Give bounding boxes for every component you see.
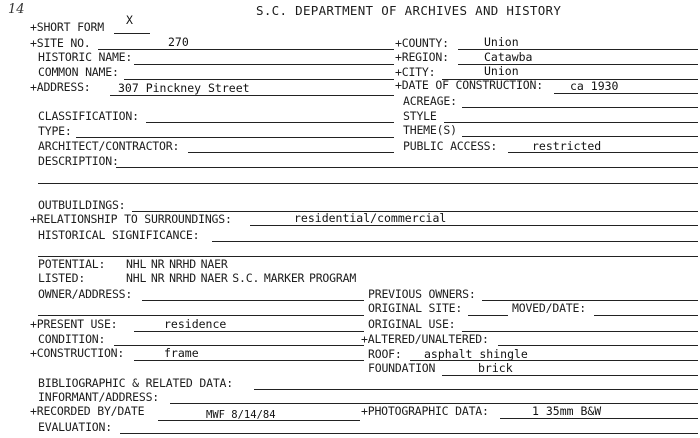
region-label: +REGION: (395, 50, 449, 64)
historical-significance-label: HISTORICAL SIGNIFICANCE: (38, 228, 200, 242)
photographic-value: 1 35mm B&W (532, 404, 602, 418)
address-label: +ADDRESS: (30, 80, 91, 94)
classification-label: CLASSIFICATION: (38, 109, 139, 123)
public-access-line (508, 152, 698, 153)
themes-line (462, 136, 698, 137)
evaluation-line (120, 433, 698, 434)
original-use-label: ORIGINAL USE: (368, 317, 456, 331)
roof-label: ROOF: (368, 347, 402, 361)
moved-date-label: MOVED/DATE: (512, 301, 586, 315)
date-construction-line (554, 93, 698, 94)
roof-line (410, 360, 698, 361)
city-label: +CITY: (395, 65, 436, 79)
owner-address-line-2 (38, 315, 364, 316)
informant-label: INFORMANT/ADDRESS: (38, 390, 160, 404)
altered-line (498, 345, 698, 346)
public-access-value: restricted (532, 139, 602, 153)
photographic-label: +PHOTOGRAPHIC DATA: (361, 404, 489, 418)
short-form-label: +SHORT FORM (30, 20, 104, 34)
form-title: S.C. DEPARTMENT OF ARCHIVES AND HISTORY (256, 3, 562, 18)
recorded-by-label: +RECORDED BY/DATE (30, 404, 145, 418)
previous-owners-label: PREVIOUS OWNERS: (368, 287, 476, 301)
county-label: +COUNTY: (395, 36, 449, 50)
type-label: TYPE: (38, 124, 72, 138)
potential-options: NHL NR NRHD NAER (126, 257, 228, 271)
construction-label: +CONSTRUCTION: (30, 346, 125, 360)
evaluation-label: EVALUATION: (38, 420, 112, 434)
type-line (76, 137, 394, 138)
common-name-line (124, 79, 394, 80)
photographic-line (500, 418, 698, 419)
condition-label: CONDITION: (38, 332, 106, 346)
recorded-by-line (158, 420, 360, 421)
site-no-value: 270 (168, 35, 189, 49)
potential-label: POTENTIAL: (38, 257, 106, 271)
condition-line (114, 345, 364, 346)
architect-label: ARCHITECT/CONTRACTOR: (38, 139, 180, 153)
style-label: STYLE (403, 109, 437, 123)
construction-value: frame (164, 346, 199, 360)
historic-name-line (134, 64, 394, 65)
short-form-line (114, 33, 150, 34)
outbuildings-label: OUTBUILDINGS: (38, 198, 126, 212)
acreage-line (462, 107, 698, 108)
present-use-line (134, 331, 364, 332)
description-label: DESCRIPTION: (38, 154, 119, 168)
historical-significance-line (212, 241, 698, 242)
architect-line (188, 152, 394, 153)
bibliographic-line (254, 389, 698, 390)
date-construction-label: +DATE OF CONSTRUCTION: (395, 78, 543, 92)
altered-label: +ALTERED/UNALTERED: (361, 332, 489, 346)
address-value: 307 Pinckney Street (118, 81, 250, 95)
classification-line (146, 122, 394, 123)
short-form-value: X (126, 13, 133, 27)
present-use-label: +PRESENT USE: (30, 317, 118, 331)
recorded-by-value: MWF 8/14/84 (206, 409, 276, 421)
site-no-line (98, 49, 394, 50)
common-name-label: COMMON NAME: (38, 65, 119, 79)
original-use-line (462, 331, 698, 332)
public-access-label: PUBLIC ACCESS: (403, 139, 498, 153)
site-no-label: +SITE NO. (30, 36, 91, 50)
style-line (444, 122, 698, 123)
date-construction-value: ca 1930 (570, 79, 619, 93)
address-line (110, 95, 394, 96)
foundation-value: brick (478, 361, 513, 375)
foundation-line (442, 375, 698, 376)
page-number: 14 (8, 2, 25, 17)
owner-address-label: OWNER/ADDRESS: (38, 287, 133, 301)
city-value: Union (484, 64, 519, 78)
owner-address-line (142, 300, 364, 301)
themes-label: THEME(S) (403, 123, 457, 137)
relationship-value: residential/commercial (294, 211, 447, 225)
original-site-label: ORIGINAL SITE: (368, 301, 463, 315)
acreage-label: ACREAGE: (403, 94, 457, 108)
bibliographic-label: BIBLIOGRAPHIC & RELATED DATA: (38, 376, 233, 390)
relationship-label: +RELATIONSHIP TO SURROUNDINGS: (30, 212, 232, 226)
description-line-2 (38, 183, 698, 184)
moved-date-line (594, 315, 698, 316)
region-value: Catawba (484, 50, 533, 64)
foundation-label: FOUNDATION (368, 361, 436, 375)
roof-value: asphalt shingle (424, 347, 528, 361)
description-line-1 (116, 167, 698, 168)
construction-line (134, 360, 364, 361)
historic-name-label: HISTORIC NAME: (38, 50, 133, 64)
listed-label: LISTED: (38, 271, 86, 285)
present-use-value: residence (164, 317, 227, 331)
county-value: Union (484, 35, 519, 49)
listed-options: NHL NR NRHD NAER S.C. MARKER PROGRAM (126, 271, 357, 285)
original-site-line (468, 315, 508, 316)
relationship-line (250, 225, 698, 226)
